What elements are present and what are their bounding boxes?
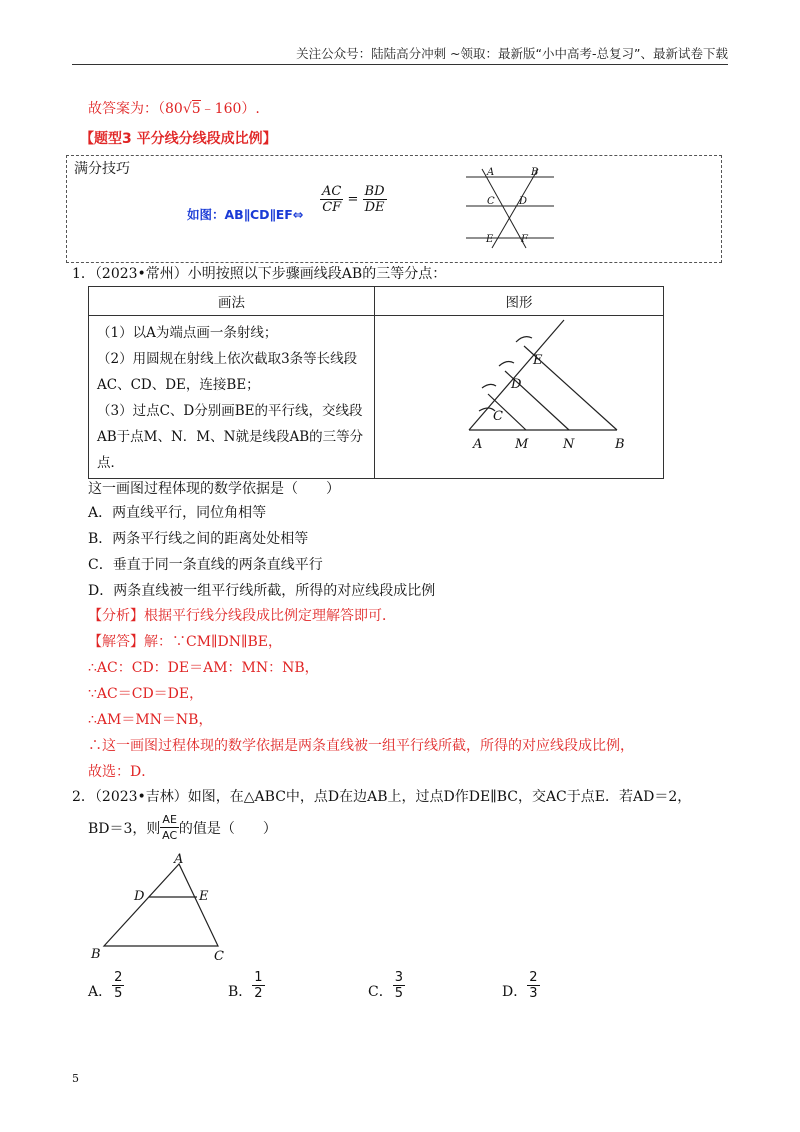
step-line: 点．: [97, 455, 124, 471]
q2-stem: 2．（2023•吉林）如图，在△ABC中，点D在边AB上，过点D作DE∥BC，交AC于点E．若AD＝2，: [72, 789, 692, 805]
answer-prefix: 故答案为：（80: [88, 101, 183, 117]
tips-label-F: F: [521, 234, 528, 245]
q2-option-letter: B．: [228, 984, 253, 1000]
page-header: 关注公众号：陆陆高分冲刺 ~领取：最新版“小中高考-总复习”、最新试卷下载: [296, 46, 728, 61]
q1-label-N: N: [563, 437, 575, 452]
q2-label-B: B: [91, 947, 101, 962]
q1-stem: 1．（2023•常州）小明按照以下步骤画线段AB的三等分点：: [72, 266, 447, 282]
q1-option-d: D．两条直线被一组平行线所截，所得的对应线段成比例: [88, 583, 436, 599]
q2-option-num: 2: [114, 970, 123, 985]
q2-option-a: [88, 970, 124, 1001]
q1-analysis: 【分析】根据平行线分线段成比例定理解答即可．: [88, 608, 396, 624]
tips-label-E: E: [486, 234, 494, 245]
q2-option-d: [502, 970, 540, 1001]
q2-frac-num: AE: [162, 813, 177, 826]
step-line: （1）以A为端点画一条射线；: [97, 325, 278, 341]
tips-text: 如图：AB∥CD∥EF⇔: [187, 207, 304, 222]
q2-label-E: E: [199, 889, 209, 904]
q1-steps: [89, 316, 375, 479]
tips-box: [66, 155, 722, 263]
q2-option-num: 1: [254, 970, 263, 985]
q2-option-num: 3: [394, 970, 403, 985]
q2-option-den: 5: [394, 986, 403, 1001]
q1-label-B: B: [615, 437, 625, 452]
page-number: 5: [72, 1072, 79, 1085]
tips-label-C: C: [487, 196, 495, 207]
q2-option-c: [368, 970, 405, 1001]
q1-solution-line: 【解答】解：∵CM∥DN∥BE，: [88, 634, 282, 650]
q1-solution-line: ∴AC：CD：DE＝AM：MN：NB，: [88, 660, 319, 676]
q1-label-C: C: [493, 409, 503, 424]
q1-solution-line: 故选：D．: [88, 764, 156, 780]
tips-eq: =: [347, 192, 359, 207]
q1-figure: [375, 316, 663, 472]
section-title: 【题型3 平分线分线段成比例】: [80, 131, 277, 147]
q2-option-num: 2: [529, 970, 538, 985]
q2-option-den: 3: [529, 986, 538, 1001]
q2-option-letter: A．: [88, 984, 113, 1000]
q2-option-den: 2: [254, 986, 263, 1001]
q2-stem2-suffix: 的值是（ ）: [178, 820, 277, 837]
q1-label-D: D: [511, 377, 522, 392]
tips-frac2-den: DE: [364, 200, 385, 215]
q1-option-c: C．垂直于同一条直线的两条直线平行: [88, 557, 323, 573]
step-line: （2）用圆规在射线上依次截取3条等长线段: [97, 351, 358, 367]
q2-label-D: D: [134, 889, 145, 904]
tips-figure: [466, 164, 554, 250]
sqrt-sign: √: [182, 101, 192, 117]
tips-label-A: A: [487, 167, 495, 178]
q2-stem-line2: [88, 812, 277, 843]
q2-option-letter: C．: [368, 984, 393, 1000]
q2-figure: [86, 852, 246, 964]
q1-option-a: A．两直线平行，同位角相等: [88, 505, 267, 521]
q1-label-M: M: [515, 437, 529, 452]
answer-suffix: ﹣160）.: [200, 101, 260, 117]
q1-option-b: B．两条平行线之间的距离处处相等: [88, 531, 309, 547]
q2-frac-den: AC: [162, 829, 178, 842]
tips-label: 满分技巧: [74, 161, 130, 177]
tips-formula: [320, 184, 387, 215]
q1-label-A: A: [473, 437, 483, 452]
q2-option-den: 5: [114, 986, 123, 1001]
q1-solution-line: ∴这一画图过程体现的数学依据是两条直线被一组平行线所截，所得的对应线段成比例，: [88, 738, 634, 754]
q2-label-C: C: [214, 949, 224, 964]
header-divider: [72, 64, 728, 65]
q1-question: 这一画图过程体现的数学依据是（ ）: [88, 481, 340, 497]
q1-solution-line: ∵AC＝CD＝DE，: [88, 686, 204, 702]
q1-label-E: E: [533, 353, 543, 368]
q1-figure-cell: [375, 316, 664, 479]
q1-solution-line: ∴AM＝MN＝NB，: [88, 712, 213, 728]
tips-frac2-num: BD: [364, 184, 385, 199]
q2-option-letter: D．: [502, 984, 528, 1000]
step-line: （3）过点C、D分别画BE的平行线，交线段: [97, 403, 363, 419]
q2-label-A: A: [174, 852, 184, 867]
step-line: AB于点M、N．M、N就是线段AB的三等分: [97, 429, 364, 445]
previous-answer: [88, 98, 260, 118]
table-head-method: 画法: [89, 287, 375, 316]
q2-stem2-prefix: BD＝3，则: [88, 820, 161, 837]
tips-label-B: B: [531, 167, 539, 178]
q2-option-b: [228, 970, 265, 1001]
tips-label-D: D: [519, 196, 528, 207]
q1-table: [88, 286, 664, 479]
table-head-figure: 图形: [375, 287, 664, 316]
sqrt-arg: 5: [191, 101, 201, 117]
tips-frac1-den: CF: [322, 200, 342, 215]
step-line: AC、CD、DE，连接BE；: [97, 377, 260, 393]
tips-frac1-num: AC: [322, 184, 342, 199]
